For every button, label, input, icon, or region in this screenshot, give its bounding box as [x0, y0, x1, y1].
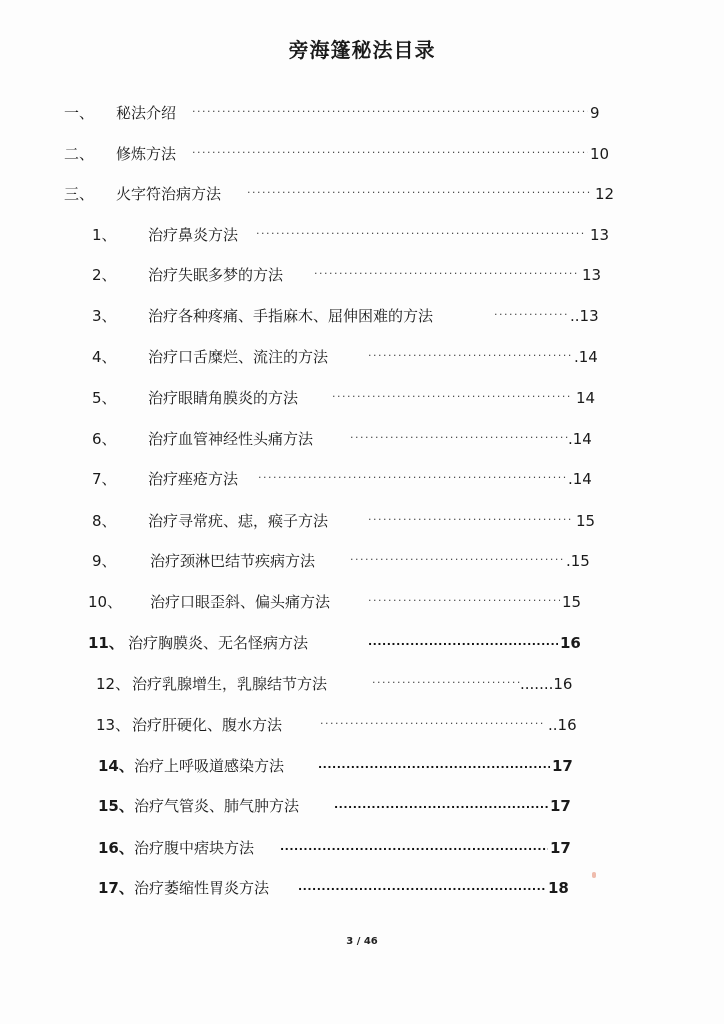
toc-entry-number: 9、 [92, 552, 117, 570]
toc-entry-label: 治疗鼻炎方法 [148, 226, 239, 244]
toc-entry-leader [318, 756, 550, 776]
toc-entry-leader [372, 674, 520, 694]
toc-entry [0, 631, 724, 655]
toc-entry-label: 治疗腹中痞块方法 [134, 839, 255, 857]
toc-entry [0, 876, 724, 900]
toc-entry-page: 17 [552, 757, 573, 775]
toc-entry [0, 345, 724, 369]
toc-entry-leader [280, 838, 548, 858]
toc-entry-number: 10、 [88, 593, 123, 611]
toc-entry-leader [494, 306, 568, 326]
toc-entry [0, 590, 724, 614]
toc-entry [0, 713, 724, 737]
toc-entry-leader [192, 144, 588, 164]
toc-entry-label: 秘法介绍 [116, 104, 177, 122]
toc-entry-label: 火字符治病方法 [116, 185, 222, 203]
toc-entry-label: 治疗痤疮方法 [148, 470, 239, 488]
toc-entry [0, 142, 724, 166]
page-title: 旁海篷秘法目录 [288, 38, 436, 62]
toc-entry-leader [320, 715, 546, 735]
toc-entry-number: 13、 [96, 716, 131, 734]
toc-entry [0, 263, 724, 287]
toc-entry [0, 754, 724, 778]
toc-entry-page: 14 [576, 389, 596, 407]
toc-entry-number: 2、 [92, 266, 117, 284]
toc-entry [0, 509, 724, 533]
toc-entry-page: ..13 [570, 307, 599, 325]
toc-entry-label: 治疗乳腺增生，乳腺结节方法 [132, 675, 328, 693]
toc-entry-page: .14 [568, 430, 592, 448]
toc-entry-leader [192, 103, 588, 123]
toc-entry [0, 549, 724, 573]
toc-entry-leader [298, 878, 546, 898]
toc-entry-label: 治疗胸膜炎、无名怪病方法 [128, 634, 309, 652]
toc-entry-number: 1、 [92, 226, 117, 244]
toc-entry-label: 治疗血管神经性头痛方法 [148, 430, 314, 448]
toc-entry-number: 17、 [98, 879, 134, 897]
toc-entry-number: 8、 [92, 512, 117, 530]
page-counter: 3 / 46 [346, 936, 378, 947]
toc-entry-label: 治疗萎缩性胃炎方法 [134, 879, 270, 897]
toc-entry [0, 223, 724, 247]
toc-entry-number: 5、 [92, 389, 117, 407]
toc-entry [0, 427, 724, 451]
toc-entry-label: 治疗肝硬化、腹水方法 [132, 716, 283, 734]
toc-entry-page: 9 [590, 104, 600, 122]
toc-entry [0, 304, 724, 328]
toc-entry [0, 386, 724, 410]
toc-entry-label: 治疗口舌糜烂、流注的方法 [148, 348, 329, 366]
scan-speck [592, 872, 596, 878]
toc-entry-number: 3、 [92, 307, 117, 325]
toc-entry-label: 治疗眼睛角膜炎的方法 [148, 389, 299, 407]
toc-entry-label: 治疗气管炎、肺气肿方法 [134, 797, 300, 815]
toc-entry-page: 15 [562, 593, 582, 611]
toc-entry-label: 修炼方法 [116, 145, 177, 163]
toc-entry-page: 15 [576, 512, 596, 530]
toc-entry-label: 治疗颈淋巴结节疾病方法 [150, 552, 316, 570]
toc-entry-label: 治疗上呼吸道感染方法 [134, 757, 285, 775]
toc-entry-leader [368, 347, 574, 367]
toc-entry-number: 二、 [64, 145, 95, 163]
toc-entry-page: 10 [590, 145, 610, 163]
toc-entry-number: 14、 [98, 757, 134, 775]
toc-entry-label: 治疗各种疼痛、手指麻木、屈伸困难的方法 [148, 307, 434, 325]
toc-entry-leader [368, 592, 560, 612]
toc-entry-number: 三、 [64, 185, 95, 203]
toc-entry-page: .14 [574, 348, 598, 366]
toc-entry-leader [368, 511, 574, 531]
toc-entry-number: 7、 [92, 470, 117, 488]
toc-entry-page: .14 [568, 470, 592, 488]
toc-entry-label: 治疗失眠多梦的方法 [148, 266, 284, 284]
toc-entry-page: 16 [560, 634, 581, 652]
toc-entry-leader [350, 551, 566, 571]
toc-entry [0, 182, 724, 206]
toc-entry-number: 6、 [92, 430, 117, 448]
toc-entry-page: 18 [548, 879, 569, 897]
toc-entry-leader [350, 429, 568, 449]
toc-entry-number: 16、 [98, 839, 134, 857]
toc-entry-leader [314, 265, 578, 285]
toc-entry-page: ..16 [548, 716, 577, 734]
toc-entry-page: 17 [550, 839, 571, 857]
toc-entry-page: 17 [550, 797, 571, 815]
toc-entry [0, 101, 724, 125]
toc-entry-page: 13 [582, 266, 602, 284]
toc-entry-page: .15 [566, 552, 590, 570]
toc-entry [0, 467, 724, 491]
toc-entry-page: .......16 [520, 675, 573, 693]
toc-entry-leader [334, 796, 548, 816]
toc-entry-number: 15、 [98, 797, 134, 815]
toc-entry-leader [247, 184, 591, 204]
toc-entry-leader [256, 225, 586, 245]
toc-entry-leader [258, 469, 568, 489]
toc-entry-number: 12、 [96, 675, 131, 693]
toc-entry [0, 672, 724, 696]
toc-entry-label: 治疗口眼歪斜、偏头痛方法 [150, 593, 331, 611]
toc-entry-number: 一、 [64, 104, 95, 122]
toc-entry-number: 11、 [88, 634, 124, 652]
toc-entry-number: 4、 [92, 348, 117, 366]
toc-entry [0, 836, 724, 860]
toc-entry [0, 794, 724, 818]
toc-entry-page: 13 [590, 226, 610, 244]
toc-entry-leader [332, 388, 572, 408]
toc-entry-leader [368, 633, 558, 653]
toc-entry-page: 12 [595, 185, 615, 203]
toc-entry-label: 治疗寻常疣、痣，瘊子方法 [148, 512, 329, 530]
